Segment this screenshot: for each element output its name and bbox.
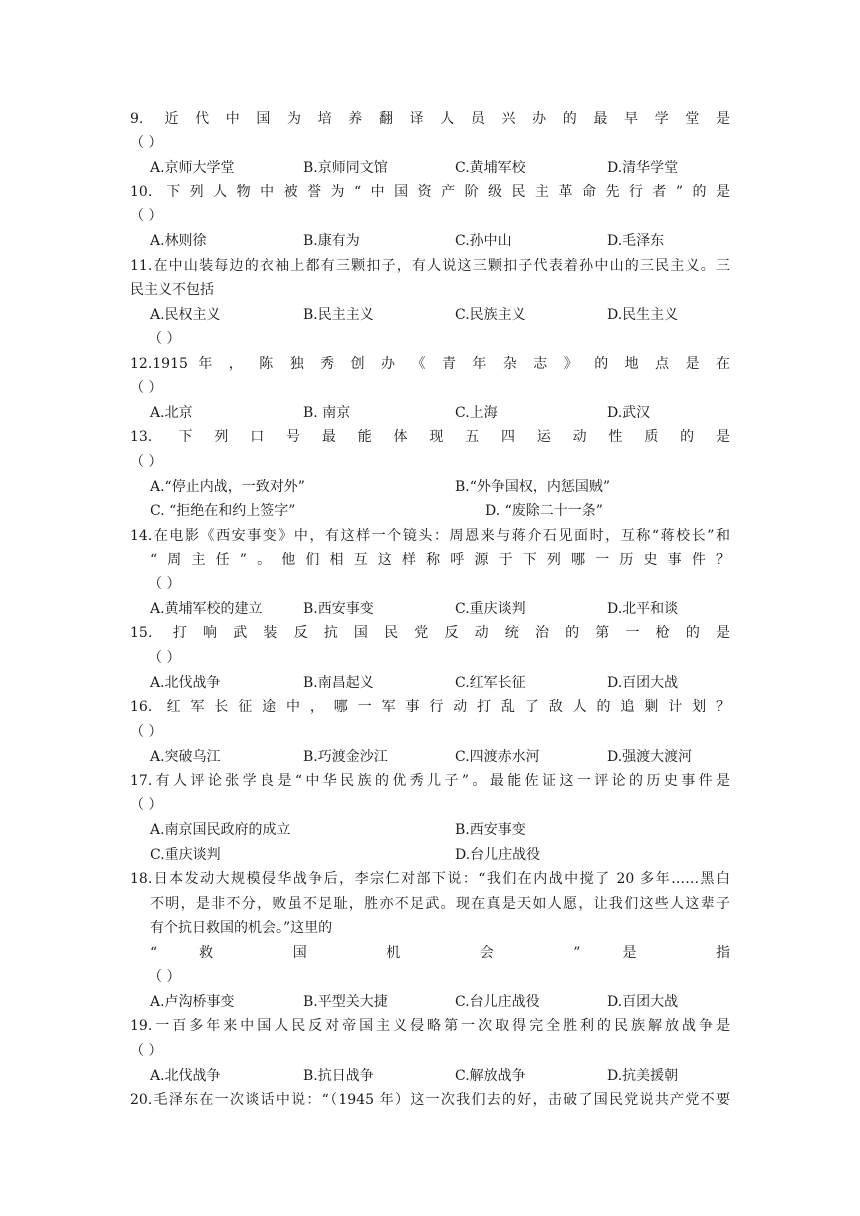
question-18-stem: 18.日本发动大规模侵华战争后，李宗仁对部下说：“我们在内战中搅了 20 多年……黑白	[130, 871, 730, 887]
question-11-option-a: A.民权主义	[150, 307, 221, 323]
question-10-option-c: C.孙中山	[455, 233, 512, 249]
question-19-option-b: B.抗日战争	[303, 1068, 374, 1084]
question-14-option-c: C.重庆谈判	[455, 601, 526, 617]
question-15-blank: （ ）	[148, 650, 181, 666]
question-9-stem: 9. 近代中国为培养翻译人员兴办的最早学堂是	[130, 111, 730, 127]
question-18-option-c: C.台儿庄战役	[455, 994, 540, 1010]
question-10-blank: （ ）	[130, 208, 163, 224]
question-17-option-a: A.南京国民政府的成立	[150, 822, 291, 838]
question-9-blank: （ ）	[130, 135, 163, 151]
question-12-option-d: D.武汉	[607, 405, 651, 421]
question-12-option-a: A.北京	[150, 405, 193, 421]
question-17-blank: （ ）	[130, 797, 163, 813]
question-15-option-a: A.北伐战争	[150, 675, 221, 691]
question-12-option-b: B. 南京	[303, 405, 351, 421]
question-9-option-d: D.清华学堂	[607, 160, 679, 176]
question-10-option-d: D.毛泽东	[607, 233, 665, 249]
question-10-option-b: B.康有为	[303, 233, 360, 249]
question-20-stem: 20.毛泽东在一次谈话中说：“（1945 年）这一次我们去的好，击破了国民党说共产党不要	[130, 1092, 730, 1108]
question-11-stem-line-2: 民主义不包括	[130, 282, 214, 298]
question-12-blank: （ ）	[130, 380, 163, 396]
question-17-option-c: C.重庆谈判	[150, 847, 221, 863]
question-13-stem: 13. 下列口号最能体现五四运动性质的是	[130, 429, 730, 445]
question-12-stem: 12.1915 年 ， 陈 独 秀 创 办 《 青 年 杂 志 》 的 地 点 是 在	[130, 356, 730, 372]
question-14-option-a: A.黄埔军校的建立	[150, 601, 263, 617]
question-13-option-c: C. “拒绝在和约上签字”	[150, 503, 296, 519]
question-13-option-a: A.“停止内战，一致对外”	[150, 479, 305, 495]
question-14-stem-line-2: “周主任”。他们相互这样称呼源于下列哪一历史事件？	[150, 552, 730, 568]
question-19-stem: 19.一百多年来中国人民反对帝国主义侵略第一次取得完全胜利的民族解放战争是	[130, 1018, 730, 1034]
question-18-option-b: B.平型关大捷	[303, 994, 388, 1010]
question-11-blank: （ ）	[148, 331, 181, 347]
question-18-option-d: D.百团大战	[607, 994, 679, 1010]
question-15-option-d: D.百团大战	[607, 675, 679, 691]
question-19-option-d: D.抗美援朝	[607, 1068, 679, 1084]
question-18-stem-line-2: 不明，是非不分，败虽不足耻，胜亦不足武。现在真是天如人愿，让我们这些人这辈子	[150, 896, 730, 912]
question-9-option-b: B.京师同文馆	[303, 160, 388, 176]
question-17-option-d: D.台儿庄战役	[455, 847, 541, 863]
question-11-option-b: B.民主主义	[303, 307, 374, 323]
question-16-option-c: C.四渡赤水河	[455, 749, 540, 765]
question-9-option-c: C.黄埔军校	[455, 160, 526, 176]
question-17-option-b: B.西安事变	[455, 822, 526, 838]
question-16-stem: 16. 红军长征途中，哪一军事行动打乱了敌人的追剿计划？	[130, 699, 730, 715]
question-15-option-b: B.南昌起义	[303, 675, 374, 691]
question-16-option-a: A.突破乌江	[150, 749, 221, 765]
question-14-stem: 14.在电影《西安事变》中，有这样一个镜头：周恩来与蒋介石见面时，互称“蒋校长”和	[130, 528, 730, 544]
question-12-option-c: C.上海	[455, 405, 498, 421]
question-18-stem-line-3: 有个抗日救国的机会。”这里的	[150, 920, 333, 936]
question-16-blank: （ ）	[130, 724, 163, 740]
question-13-option-b: B.“外争国权，内惩国贼”	[455, 479, 611, 495]
question-14-option-b: B.西安事变	[303, 601, 374, 617]
question-13-blank: （ ）	[130, 454, 163, 470]
question-16-option-b: B.巧渡金沙江	[303, 749, 388, 765]
question-19-option-c: C.解放战争	[455, 1068, 526, 1084]
question-10-stem: 10. 下列人物中被誉为“中国资产阶级民主革命先行者”的是	[130, 184, 730, 200]
question-9-option-a: A.京师大学堂	[150, 160, 235, 176]
question-16-option-d: D.强渡大渡河	[607, 749, 693, 765]
question-19-blank: （ ）	[130, 1043, 163, 1059]
question-17-stem: 17.有人评论张学良是“中华民族的优秀儿子”。最能佐证这一评论的历史事件是	[130, 773, 730, 789]
question-14-option-d: D.北平和谈	[607, 601, 679, 617]
question-15-stem: 15. 打响武装反抗国民党反动统治的第一枪的是	[130, 625, 730, 641]
question-19-option-a: A.北伐战争	[150, 1068, 221, 1084]
question-10-option-a: A.林则徐	[150, 233, 207, 249]
question-13-option-d: D. “废除二十一条”	[485, 503, 603, 519]
question-14-blank: （ ）	[148, 576, 181, 592]
question-18-option-a: A.卢沟桥事变	[150, 994, 235, 1010]
question-11-stem: 11.在中山装每边的衣袖上都有三颗扣子，有人说这三颗扣子代表着孙中山的三民主义。三	[130, 258, 730, 274]
question-15-option-c: C.红军长征	[455, 675, 526, 691]
question-18-blank: （ ）	[148, 969, 181, 985]
question-11-option-c: C.民族主义	[455, 307, 526, 323]
question-18-stem-line-4: “ 救 国 机 会 ” 是 指	[150, 945, 730, 961]
question-11-option-d: D.民生主义	[607, 307, 679, 323]
